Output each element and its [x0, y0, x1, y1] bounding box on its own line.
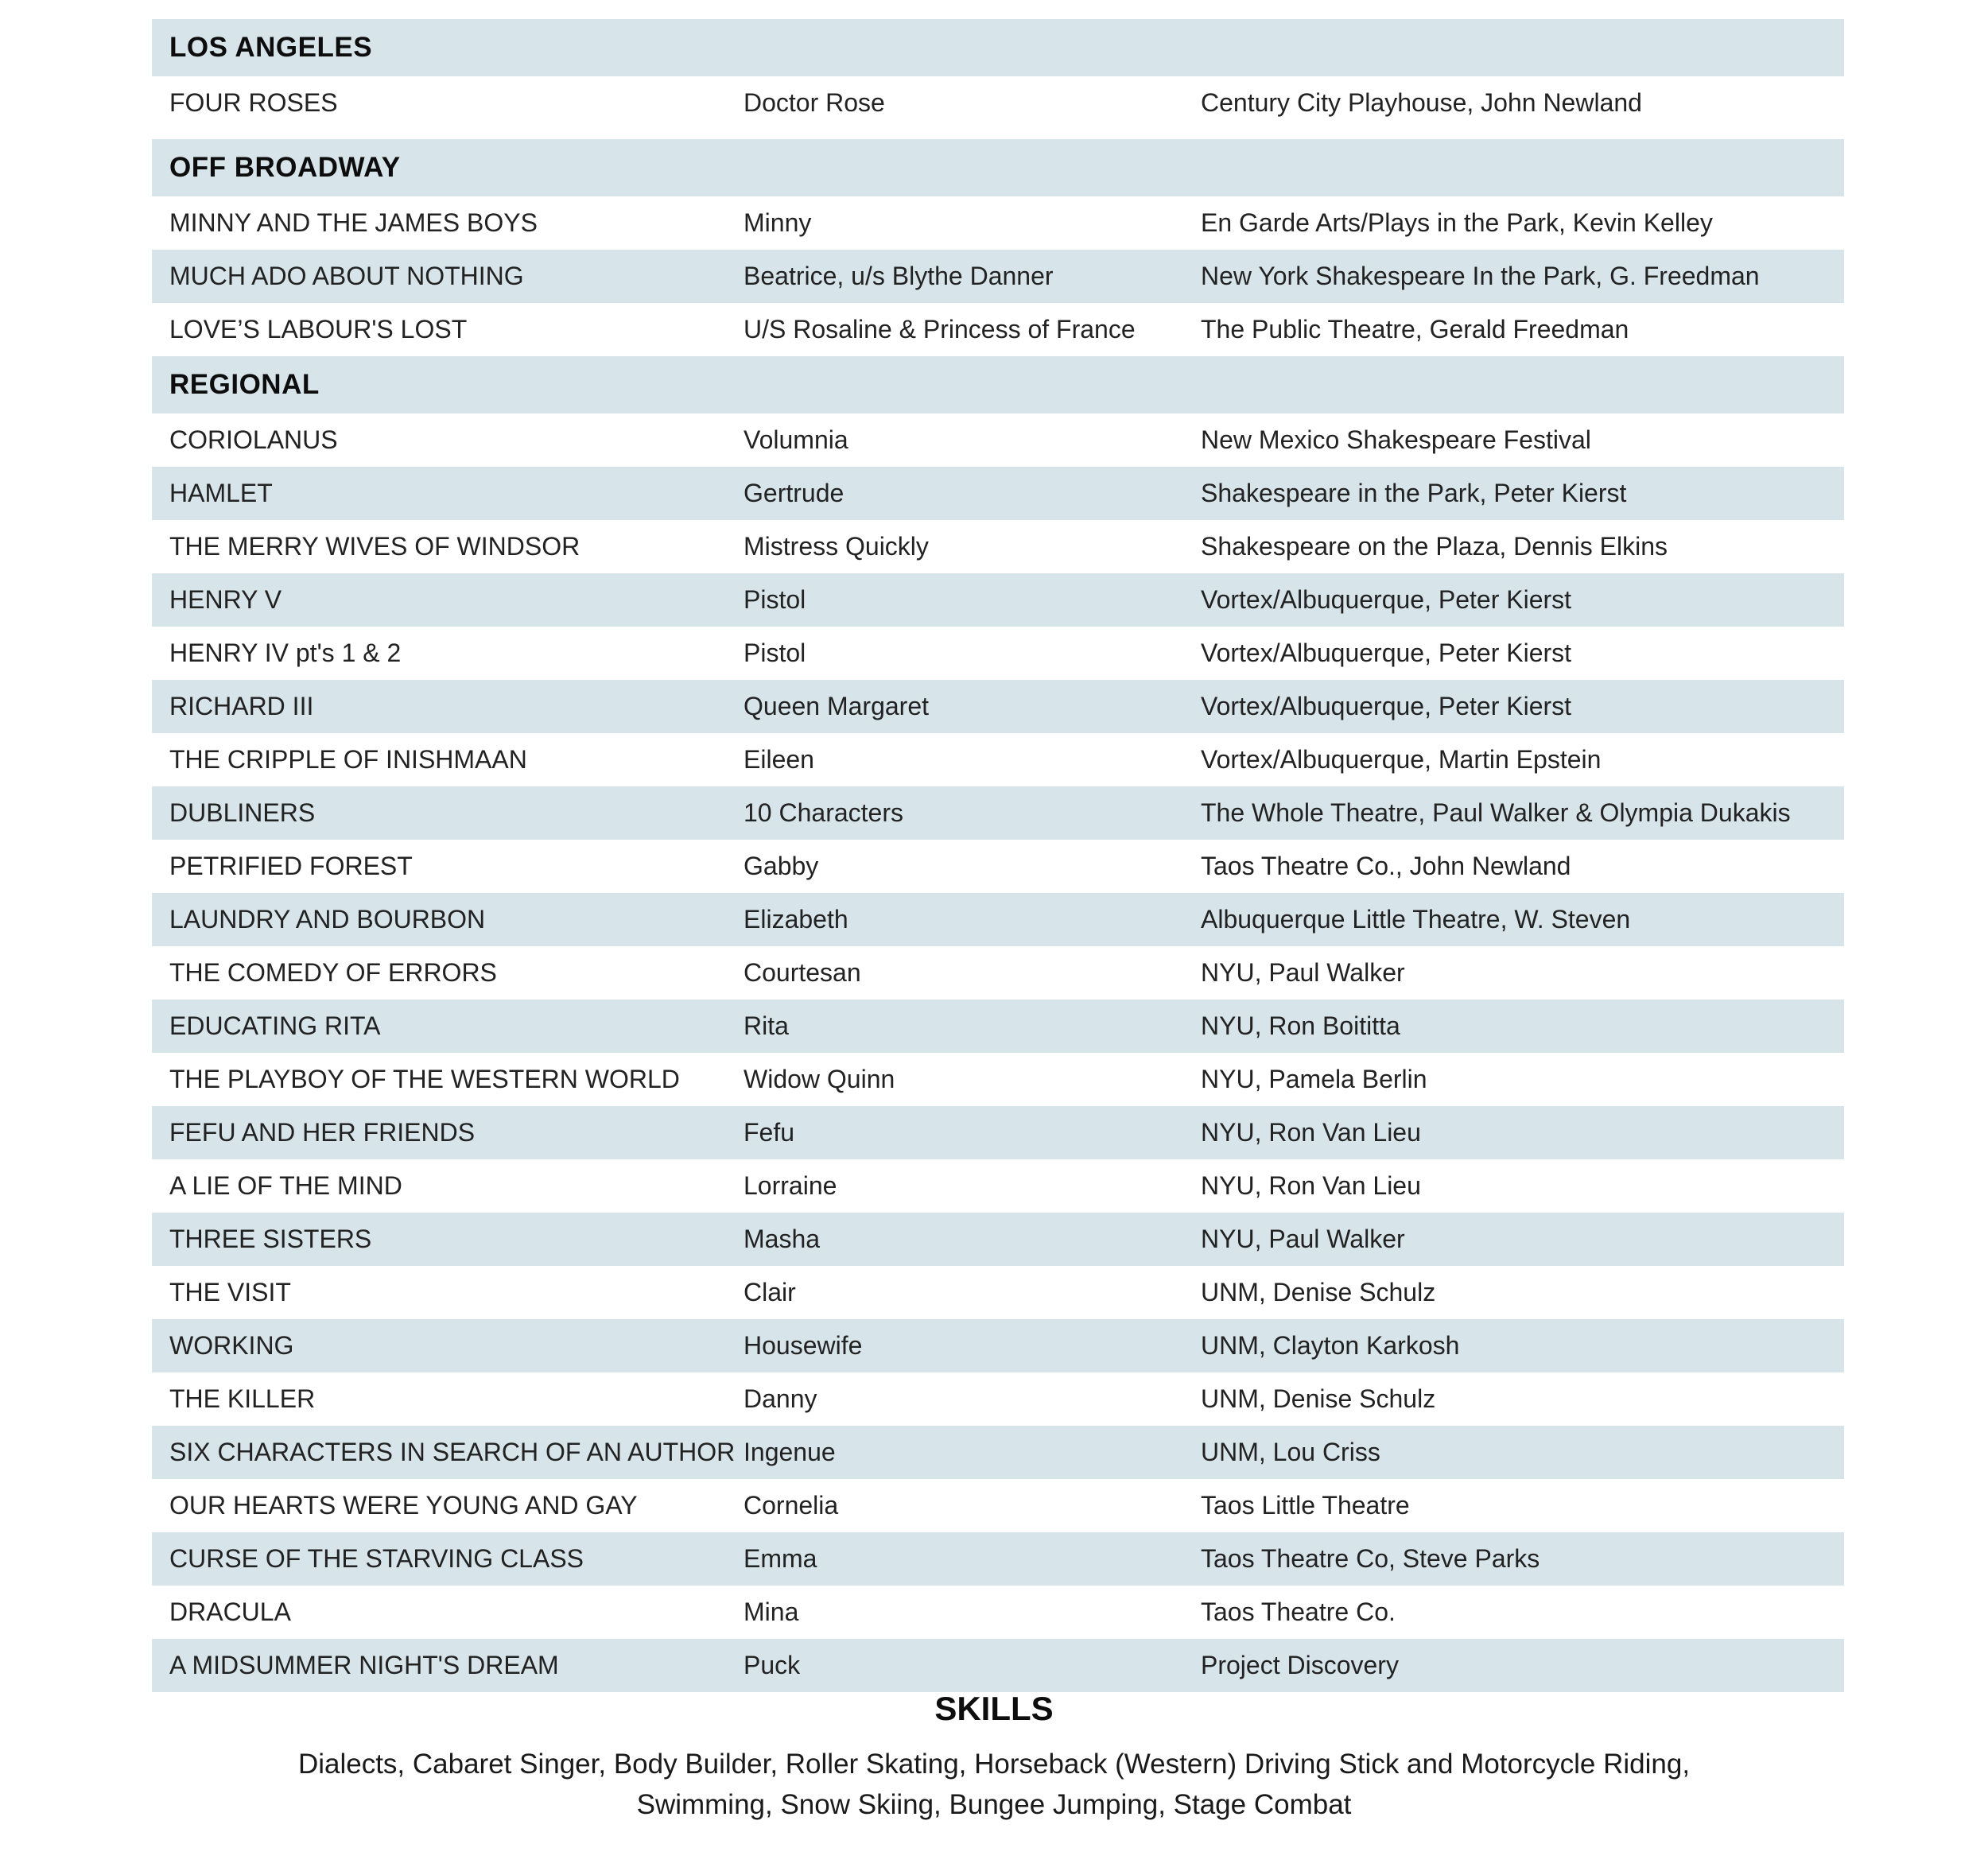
credit-row [152, 733, 1844, 786]
credit-row [152, 1266, 1844, 1319]
credit-venue: NYU, Paul Walker [1201, 1225, 1405, 1253]
credit-show: CURSE OF THE STARVING CLASS [169, 1544, 584, 1573]
credit-show: THE MERRY WIVES OF WINDSOR [169, 532, 580, 561]
credit-row [152, 1053, 1844, 1106]
credit-role: Mina [744, 1597, 799, 1626]
credit-venue: UNM, Clayton Karkosh [1201, 1331, 1460, 1360]
credit-row [152, 1479, 1844, 1532]
credit-venue: Vortex/Albuquerque, Martin Epstein [1201, 745, 1602, 774]
credit-row [152, 946, 1844, 1000]
credit-venue: Taos Theatre Co, Steve Parks [1201, 1544, 1540, 1573]
credit-venue: NYU, Pamela Berlin [1201, 1065, 1427, 1093]
credit-venue: Taos Little Theatre [1201, 1491, 1410, 1520]
credit-show: HAMLET [169, 479, 273, 507]
credit-venue: NYU, Ron Van Lieu [1201, 1171, 1421, 1200]
credit-show: FOUR ROSES [169, 88, 338, 117]
credit-show: WORKING [169, 1331, 294, 1360]
credit-row [152, 1639, 1844, 1692]
credit-role: Ingenue [744, 1438, 836, 1466]
section-header [152, 139, 1844, 196]
credit-show: LAUNDRY AND BOURBON [169, 905, 486, 934]
credit-row [152, 893, 1844, 946]
credit-role: Pistol [744, 639, 806, 667]
credit-role: Queen Margaret [744, 692, 930, 720]
credit-role: Cornelia [744, 1491, 839, 1520]
credit-show: MUCH ADO ABOUT NOTHING [169, 262, 524, 290]
credit-venue: New Mexico Shakespeare Festival [1201, 425, 1591, 454]
credit-role: Housewife [744, 1331, 863, 1360]
skills-title: SKILLS [934, 1690, 1054, 1727]
credit-row [152, 1426, 1844, 1479]
credit-show: RICHARD III [169, 692, 314, 720]
credit-role: Puck [744, 1651, 801, 1679]
credit-row [152, 250, 1844, 303]
credit-row [152, 573, 1844, 627]
credits-table [152, 19, 1844, 1692]
skills-section [0, 1690, 1988, 1825]
credit-row [152, 413, 1844, 467]
section-gap [152, 130, 1844, 139]
credit-venue: NYU, Ron Van Lieu [1201, 1118, 1421, 1147]
credit-role: 10 Characters [744, 798, 903, 827]
credit-row [152, 680, 1844, 733]
credit-venue: Shakespeare on the Plaza, Dennis Elkins [1201, 532, 1668, 561]
credit-row [152, 467, 1844, 520]
credit-venue: NYU, Paul Walker [1201, 958, 1405, 987]
section-title: OFF BROADWAY [169, 152, 401, 183]
credit-venue: New York Shakespeare In the Park, G. Freedman [1201, 262, 1760, 290]
credit-venue: The Public Theatre, Gerald Freedman [1201, 315, 1629, 344]
credit-show: DUBLINERS [169, 798, 316, 827]
credit-show: A LIE OF THE MIND [169, 1171, 402, 1200]
credit-show: MINNY AND THE JAMES BOYS [169, 208, 538, 237]
credit-role: Pistol [744, 585, 806, 614]
credit-venue: Project Discovery [1201, 1651, 1399, 1679]
credit-role: Beatrice, u/s Blythe Danner [744, 262, 1054, 290]
credit-row [152, 520, 1844, 573]
credit-show: THE KILLER [169, 1384, 316, 1413]
credit-venue: Taos Theatre Co. [1201, 1597, 1396, 1626]
credit-row [152, 1372, 1844, 1426]
credit-venue: Albuquerque Little Theatre, W. Steven [1201, 905, 1631, 934]
credit-venue: UNM, Denise Schulz [1201, 1384, 1436, 1413]
credit-show: OUR HEARTS WERE YOUNG AND GAY [169, 1491, 638, 1520]
credit-row [152, 1586, 1844, 1639]
credit-role: Clair [744, 1278, 796, 1306]
credit-venue: UNM, Lou Criss [1201, 1438, 1380, 1466]
credit-row [152, 1319, 1844, 1372]
credit-show: SIX CHARACTERS IN SEARCH OF AN AUTHOR [169, 1438, 736, 1466]
credit-row [152, 786, 1844, 840]
credit-row [152, 76, 1844, 130]
credit-venue: Vortex/Albuquerque, Peter Kierst [1201, 585, 1572, 614]
credit-role: Masha [744, 1225, 821, 1253]
credit-venue: UNM, Denise Schulz [1201, 1278, 1436, 1306]
credit-show: FEFU AND HER FRIENDS [169, 1118, 476, 1147]
credit-venue: En Garde Arts/Plays in the Park, Kevin Kelley [1201, 208, 1713, 237]
credit-row [152, 627, 1844, 680]
credit-show: A MIDSUMMER NIGHT'S DREAM [169, 1651, 559, 1679]
credit-role: Lorraine [744, 1171, 837, 1200]
credit-role: Danny [744, 1384, 817, 1413]
credit-show: HENRY IV pt's 1 & 2 [169, 639, 402, 667]
credit-row [152, 1106, 1844, 1159]
credit-role: Widow Quinn [744, 1065, 895, 1093]
credit-venue: Taos Theatre Co., John Newland [1201, 852, 1571, 880]
credit-role: Volumnia [744, 425, 848, 454]
credit-role: Mistress Quickly [744, 532, 929, 561]
credit-show: THREE SISTERS [169, 1225, 372, 1253]
section-header [152, 19, 1844, 76]
credit-role: Emma [744, 1544, 817, 1573]
credit-role: Fefu [744, 1118, 795, 1147]
section-title: REGIONAL [169, 369, 320, 400]
credit-role: Doctor Rose [744, 88, 885, 117]
credit-row [152, 1532, 1844, 1586]
credit-role: Gabby [744, 852, 819, 880]
credit-role: Minny [744, 208, 812, 237]
credit-show: HENRY V [169, 585, 282, 614]
credit-show: THE COMEDY OF ERRORS [169, 958, 497, 987]
credit-role: Courtesan [744, 958, 861, 987]
credit-show: THE CRIPPLE OF INISHMAAN [169, 745, 527, 774]
credit-role: Rita [744, 1011, 789, 1040]
credit-row [152, 1213, 1844, 1266]
section-title: LOS ANGELES [169, 32, 373, 63]
credit-venue: Shakespeare in the Park, Peter Kierst [1201, 479, 1627, 507]
credit-role: U/S Rosaline & Princess of France [744, 315, 1136, 344]
credit-venue: Vortex/Albuquerque, Peter Kierst [1201, 692, 1572, 720]
credit-venue: Vortex/Albuquerque, Peter Kierst [1201, 639, 1572, 667]
credit-row [152, 840, 1844, 893]
credit-show: THE PLAYBOY OF THE WESTERN WORLD [169, 1065, 680, 1093]
credit-show: CORIOLANUS [169, 425, 338, 454]
credit-show: DRACULA [169, 1597, 291, 1626]
credit-show: THE VISIT [169, 1278, 291, 1306]
credit-row [152, 303, 1844, 356]
credit-row [152, 1159, 1844, 1213]
credit-venue: Century City Playhouse, John Newland [1201, 88, 1642, 117]
credit-role: Elizabeth [744, 905, 848, 934]
skills-text: Dialects, Cabaret Singer, Body Builder, Roller Skating, Horseback (Western) Driving Stick and Motorcycle Riding, Swimming, Snow Skiing, Bungee Jumping, Stage Combat [297, 1749, 1691, 1820]
credit-venue: NYU, Ron Boititta [1201, 1011, 1400, 1040]
credit-show: EDUCATING RITA [169, 1011, 381, 1040]
credit-role: Gertrude [744, 479, 845, 507]
section-header [152, 356, 1844, 413]
credit-show: PETRIFIED FOREST [169, 852, 413, 880]
credit-row [152, 1000, 1844, 1053]
credit-show: LOVE’S LABOUR'S LOST [169, 315, 468, 344]
credit-role: Eileen [744, 745, 814, 774]
credit-row [152, 196, 1844, 250]
credit-venue: The Whole Theatre, Paul Walker & Olympia Dukakis [1201, 798, 1791, 827]
